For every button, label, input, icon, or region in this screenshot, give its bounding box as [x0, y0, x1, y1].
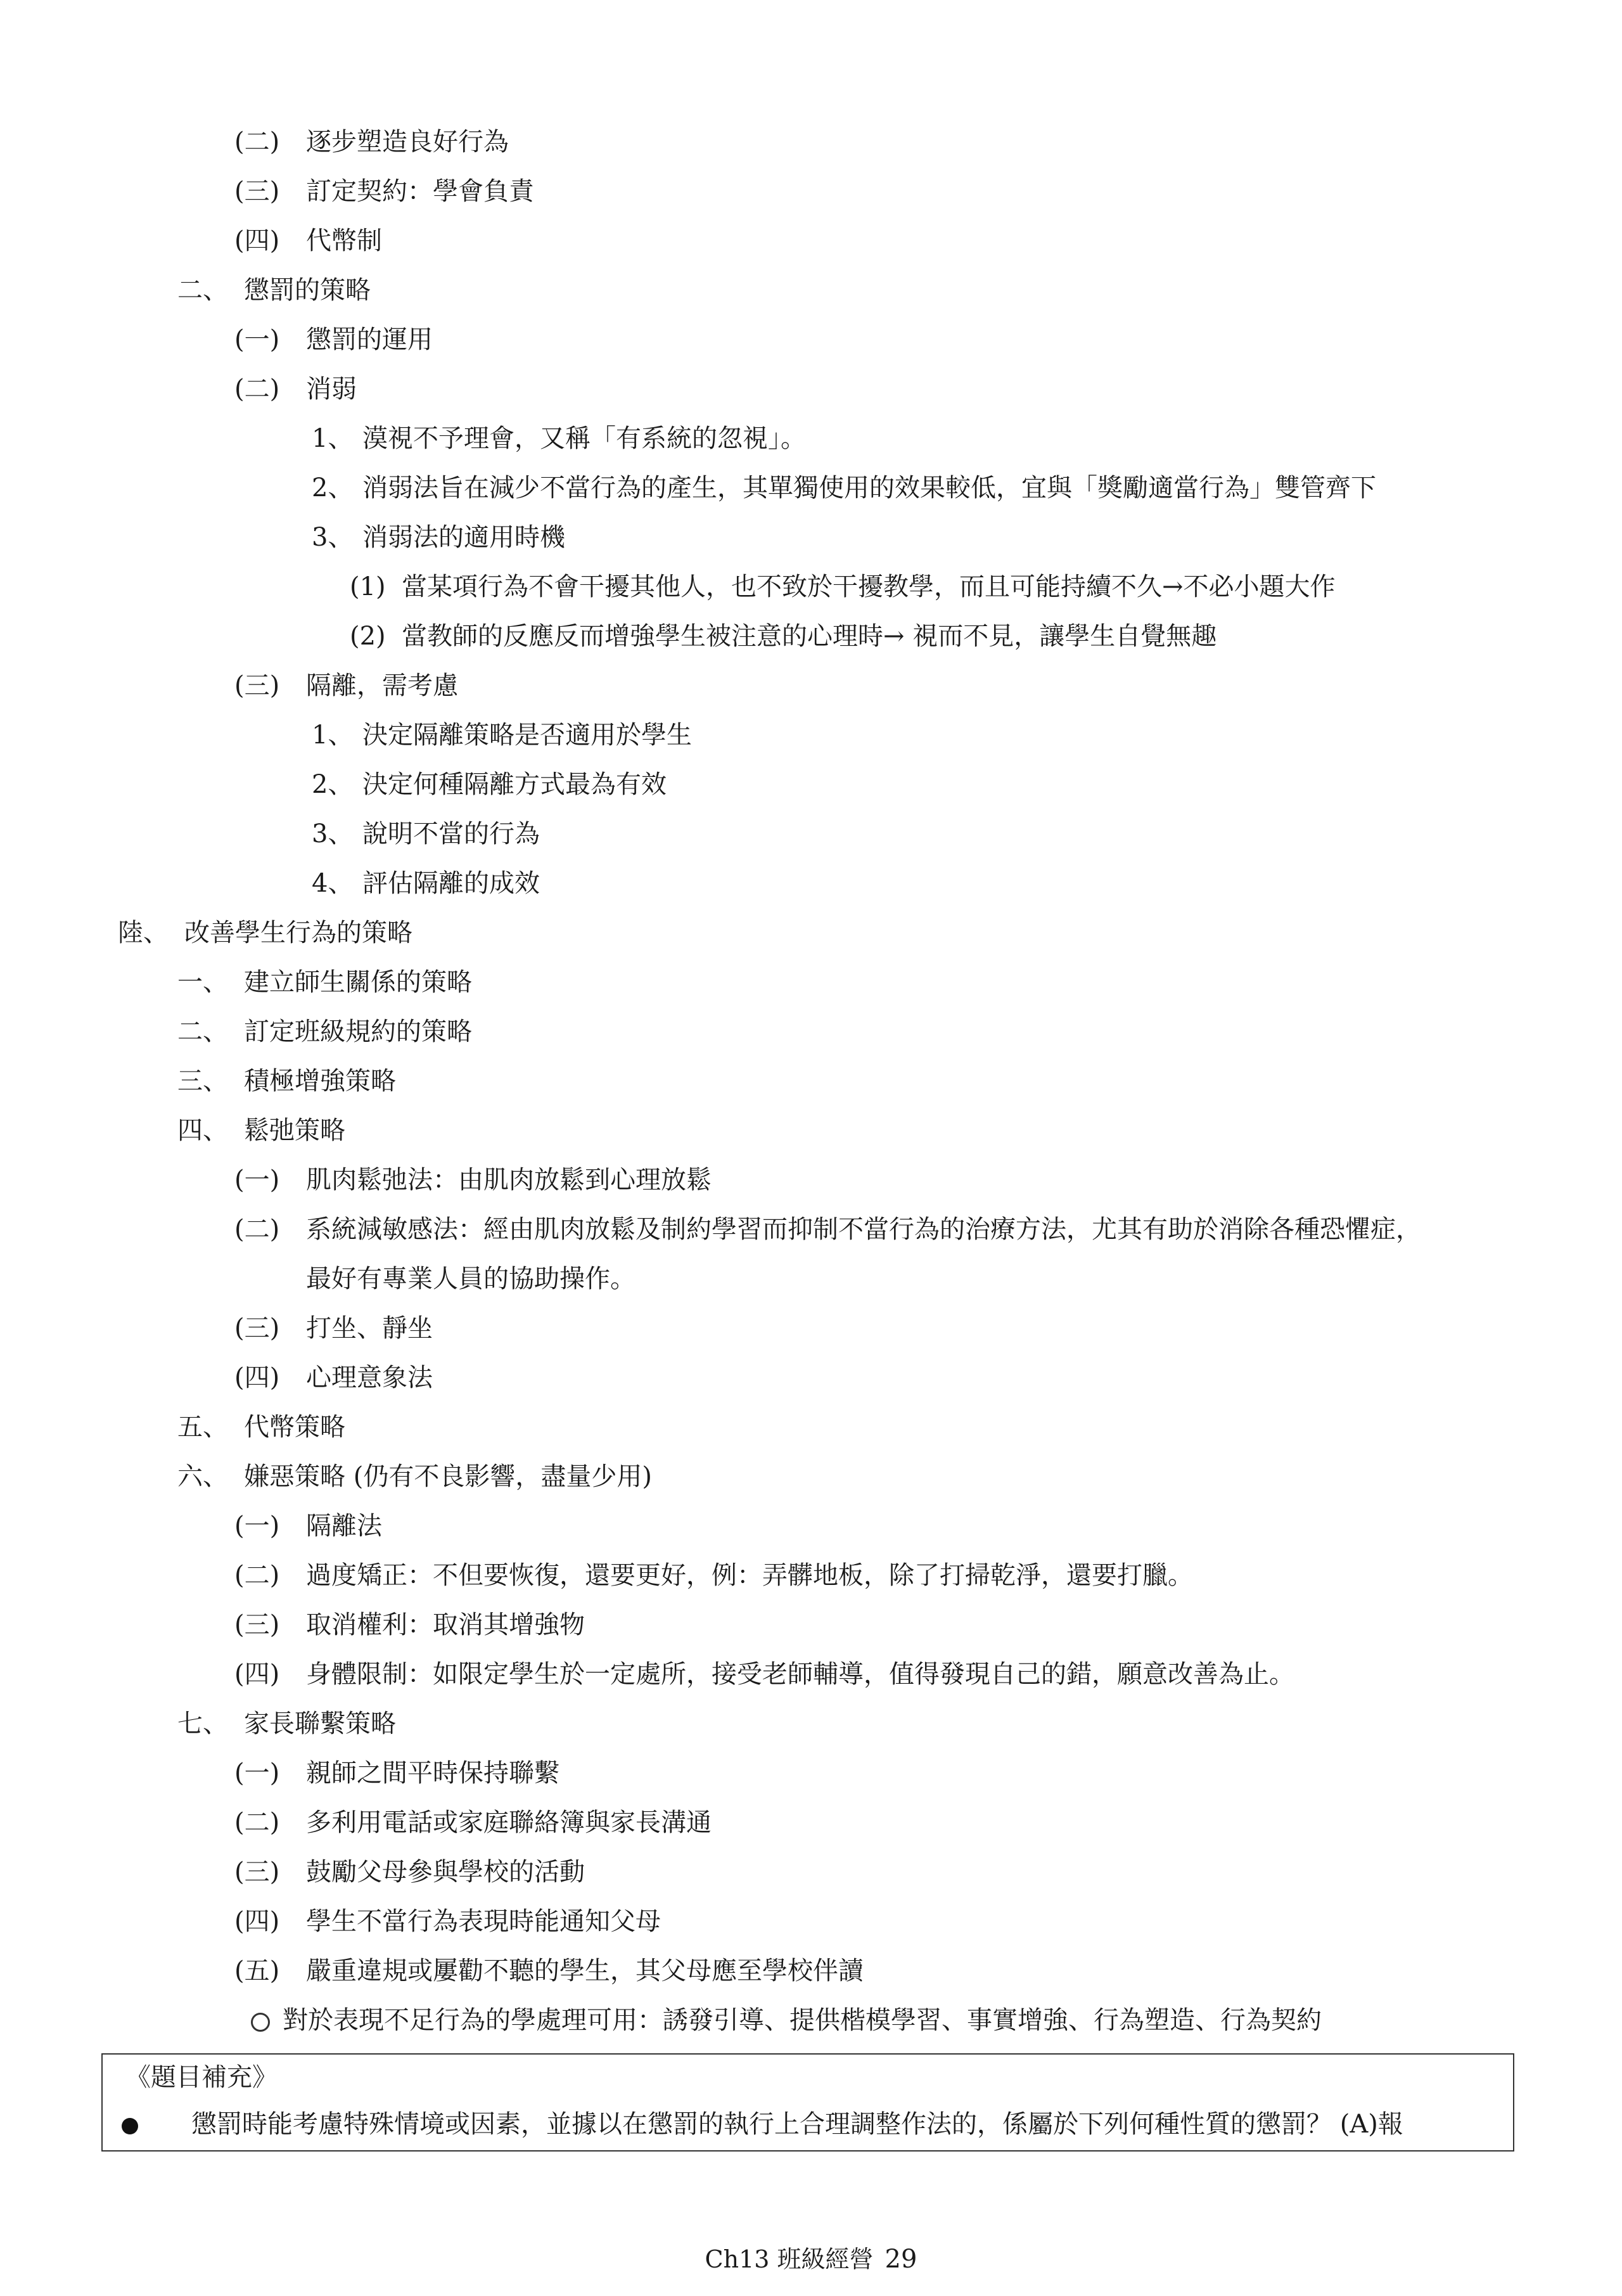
item-marker: 一、: [177, 968, 228, 997]
item-marker: (二): [234, 127, 280, 157]
outline-item: [350, 569, 1336, 605]
outline-item: [234, 1558, 1193, 1593]
item-text: 最好有專業人員的協助操作。: [306, 1264, 635, 1293]
outline-item: [234, 174, 534, 209]
summary-note-text: 對於表現不足行為的學處理可用：誘發引導、提供楷模學習、事實增強、行為塑造、行為契約: [283, 2006, 1322, 2035]
item-marker: (四): [234, 1907, 280, 1936]
outline-item: [234, 1162, 712, 1198]
outline-item: [234, 1854, 585, 1890]
outline-item: [234, 1755, 559, 1791]
item-text: 系統減敏感法：經由肌肉放鬆及制約學習而抑制不當行為的治療方法，尤其有助於消除各種恐懼症，: [306, 1215, 1421, 1244]
section-marker: 陸、: [118, 918, 169, 947]
item-text: 代幣策略: [244, 1413, 345, 1442]
outline-item: [234, 668, 458, 703]
bullet-icon: [122, 2118, 138, 2134]
outline-item: [234, 371, 357, 407]
page-footer: [0, 2243, 1622, 2275]
item-marker: 四、: [177, 1116, 228, 1145]
item-text: 消弱法旨在減少不當行為的產生，其單獨使用的效果較低，宜與「獎勵適當行為」雙管齊下: [362, 473, 1376, 503]
outline-item: [177, 273, 371, 308]
item-marker: 3、: [312, 819, 354, 849]
item-text: 隔離，需考慮: [306, 671, 458, 700]
outline-item: [234, 1360, 433, 1395]
item-marker: (四): [234, 1363, 280, 1392]
item-text: 消弱: [306, 375, 357, 404]
item-text: 說明不當的行為: [362, 819, 540, 849]
outline-item: [177, 1706, 396, 1741]
section-title: 改善學生行為的策略: [184, 918, 412, 947]
item-marker: (二): [234, 1808, 280, 1837]
item-text: 訂定班級規約的策略: [244, 1017, 472, 1046]
item-marker: (四): [234, 1660, 280, 1689]
item-marker: (三): [234, 1610, 280, 1639]
item-marker: (一): [234, 1165, 280, 1195]
outline-item: [177, 1409, 345, 1445]
item-marker: (二): [234, 1215, 280, 1244]
item-text: 家長聯繫策略: [244, 1709, 396, 1738]
outline-item-continuation: [234, 1261, 635, 1297]
item-text: 積極增強策略: [244, 1067, 396, 1096]
item-text: 肌肉鬆弛法：由肌肉放鬆到心理放鬆: [306, 1165, 712, 1195]
outline-item: [312, 816, 540, 852]
outline-item: [177, 1014, 472, 1049]
item-marker: (四): [234, 226, 280, 255]
item-text: 學生不當行為表現時能通知父母: [306, 1907, 661, 1936]
supplement-box: [101, 2053, 1514, 2152]
outline-item: [312, 520, 565, 555]
item-marker: (二): [234, 375, 280, 404]
item-text: 懲罰的策略: [244, 276, 371, 305]
item-marker: (二): [234, 1561, 280, 1590]
item-marker: (三): [234, 671, 280, 700]
item-marker: 2、: [312, 770, 354, 799]
item-text: 取消權利：取消其增強物: [306, 1610, 585, 1639]
item-marker: (2): [350, 622, 386, 651]
outline-item: [234, 1508, 382, 1544]
outline-item: [177, 965, 472, 1000]
outline-item: [312, 421, 806, 456]
circle-bullet-icon: [251, 2013, 270, 2032]
item-marker: 五、: [177, 1413, 228, 1442]
summary-note: [251, 2003, 1322, 2038]
outline-item: [234, 1607, 585, 1643]
item-text: 建立師生關係的策略: [244, 968, 472, 997]
outline-item: [177, 1063, 396, 1099]
outline-item: [234, 1904, 661, 1939]
item-marker: (1): [350, 572, 386, 601]
item-marker: 二、: [177, 276, 228, 305]
item-marker: (五): [234, 1956, 280, 1985]
item-text: 逐步塑造良好行為: [306, 127, 509, 157]
outline-item: [177, 1459, 652, 1494]
page-number: 29: [884, 2245, 917, 2274]
supplement-question: [122, 2107, 1403, 2142]
outline-item: [312, 866, 540, 901]
item-marker: 2、: [312, 473, 354, 503]
item-text: 身體限制：如限定學生於一定處所，接受老師輔導，值得發現自己的錯，願意改善為止。: [306, 1660, 1294, 1689]
outline-item: [234, 1212, 1421, 1247]
outline-item: [177, 1113, 345, 1148]
item-text: 代幣制: [306, 226, 382, 255]
section-heading: [118, 915, 412, 951]
supplement-title: 《題目補充》: [125, 2063, 278, 2092]
item-marker: (一): [234, 325, 280, 354]
item-marker: 二、: [177, 1017, 228, 1046]
item-marker: (三): [234, 1314, 280, 1343]
item-text: 決定隔離策略是否適用於學生: [362, 721, 692, 750]
outline-item: [312, 470, 1376, 506]
outline-item: [234, 1805, 712, 1840]
item-text: 懲罰的運用: [306, 325, 433, 354]
outline-item: [312, 767, 667, 802]
item-marker: (三): [234, 1857, 280, 1887]
item-marker: 1、: [312, 424, 354, 453]
outline-item: [234, 1953, 864, 1989]
item-marker: (一): [234, 1511, 280, 1541]
item-text: 決定何種隔離方式最為有效: [362, 770, 667, 799]
item-marker: (三): [234, 177, 280, 206]
item-text: 鬆弛策略: [244, 1116, 345, 1145]
outline-item: [312, 717, 692, 753]
footer-chapter: Ch13 班級經營: [705, 2245, 874, 2273]
item-text: 隔離法: [306, 1511, 382, 1541]
item-text: 訂定契約：學會負責: [306, 177, 534, 206]
item-text: 打坐、靜坐: [306, 1314, 433, 1343]
outline-item: [234, 322, 433, 357]
item-text: 消弱法的適用時機: [362, 523, 565, 552]
item-marker: (一): [234, 1759, 280, 1788]
item-text: 評估隔離的成效: [362, 869, 540, 898]
item-marker: 4、: [312, 869, 354, 898]
item-text: 親師之間平時保持聯繫: [306, 1759, 559, 1788]
item-text: 心理意象法: [306, 1363, 433, 1392]
outline-item: [234, 1657, 1294, 1692]
item-marker: 六、: [177, 1462, 228, 1491]
item-marker: 三、: [177, 1067, 228, 1096]
item-text: 多利用電話或家庭聯絡簿與家長溝通: [306, 1808, 712, 1837]
item-text: 過度矯正：不但要恢復，還要更好，例：弄髒地板，除了打掃乾淨，還要打臘。: [306, 1561, 1193, 1590]
item-text: 鼓勵父母參與學校的活動: [306, 1857, 585, 1887]
item-text: 嚴重違規或屢勸不聽的學生，其父母應至學校伴讀: [306, 1956, 864, 1985]
item-marker: 3、: [312, 523, 354, 552]
item-text: 當教師的反應反而增強學生被注意的心理時→ 視而不見，讓學生自覺無趣: [402, 622, 1217, 651]
outline-item: [234, 124, 509, 160]
item-text: 當某項行為不會干擾其他人，也不致於干擾教學，而且可能持續不久→不必小題大作: [402, 572, 1336, 601]
outline-item: [350, 619, 1216, 654]
supplement-question-text: 懲罰時能考慮特殊情境或因素，並據以在懲罰的執行上合理調整作法的，係屬於下列何種性質的懲罰？ (A)報: [191, 2110, 1403, 2139]
outline-item: [234, 1311, 433, 1346]
item-marker: 七、: [177, 1709, 228, 1738]
item-text: 漠視不予理會，又稱「有系統的忽視」。: [362, 424, 806, 453]
item-marker: 1、: [312, 721, 354, 750]
outline-item: [234, 223, 382, 259]
item-text: 嫌惡策略 (仍有不良影響，盡量少用): [244, 1462, 652, 1491]
